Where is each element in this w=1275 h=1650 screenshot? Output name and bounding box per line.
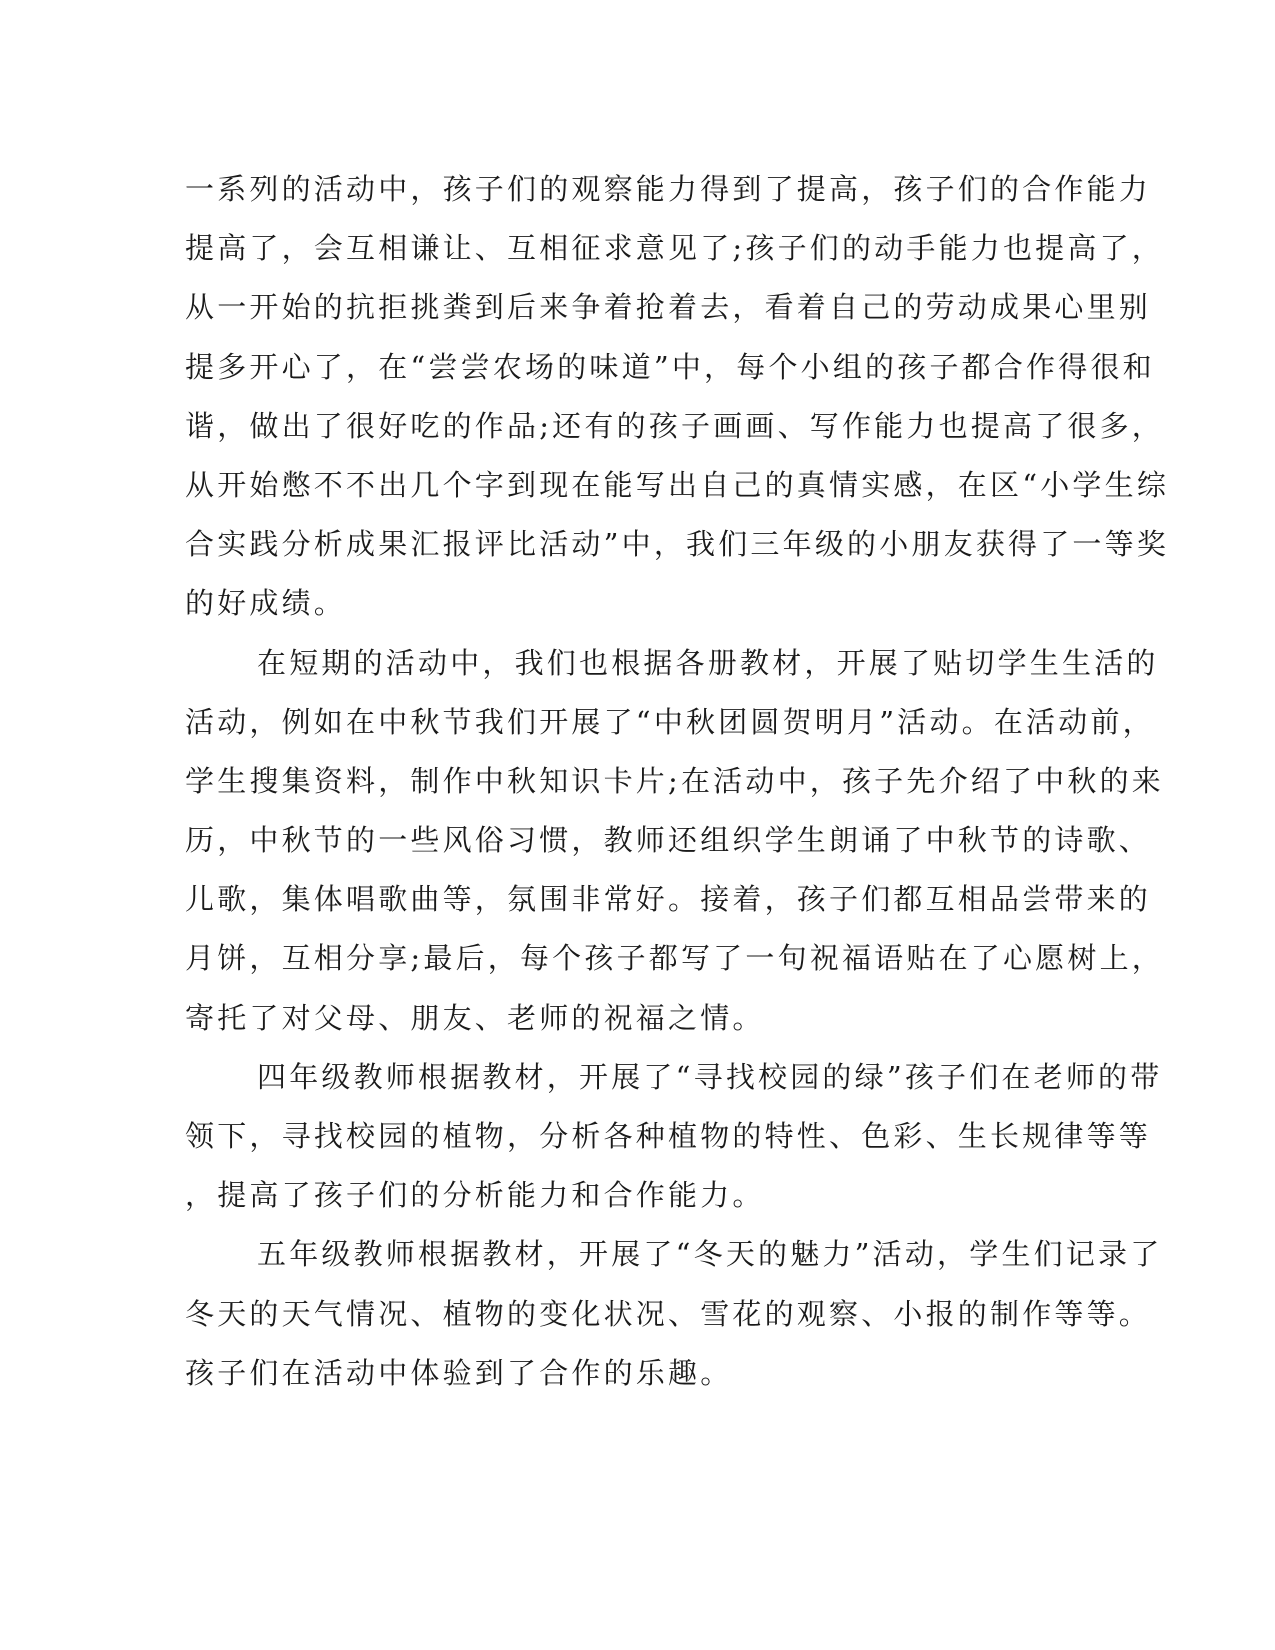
text-line: 提高了，会互相谦让、互相征求意见了;孩子们的动手能力也提高了，	[185, 231, 1164, 266]
text-line: 儿歌，集体唱歌曲等，氛围非常好。接着，孩子们都互相品尝带来的	[185, 882, 1152, 917]
text-line: 领下，寻找校园的植物，分析各种植物的特性、色彩、生长规律等等	[185, 1119, 1152, 1153]
text-line: 合实践分析成果汇报评比活动”中，我们三年级的小朋友获得了一等奖	[185, 527, 1170, 562]
text-line: 从一开始的抗拒挑粪到后来争着抢着去，看着自己的劳动成果心里别	[185, 290, 1152, 325]
text-line: 冬天的天气情况、植物的变化状况、雪花的观察、小报的制作等等。	[185, 1296, 1152, 1331]
paragraph-first-line: 五年级教师根据教材，开展了“冬天的魅力”活动，学生们记录了	[257, 1237, 1163, 1272]
body-text	[185, 160, 1170, 1403]
text-line: 孩子们在活动中体验到了合作的乐趣。	[185, 1355, 733, 1390]
text-line: 从开始憋不不出几个字到现在能写出自己的真情实感，在区“小学生综	[185, 467, 1170, 502]
text-line: 谐，做出了很好吃的作品;还有的孩子画画、写作能力也提高了很多，	[185, 408, 1164, 443]
text-line: 提多开心了，在“尝尝农场的味道”中，每个小组的孩子都合作得很和	[185, 349, 1155, 384]
text-line: 寄托了对父母、朋友、老师的祝福之情。	[185, 1000, 765, 1035]
text-line: 活动，例如在中秋节我们开展了“中秋团圆贺明月”活动。在活动前，	[185, 704, 1155, 739]
text-line: 学生搜集资料，制作中秋知识卡片;在活动中，孩子先介绍了中秋的来	[185, 763, 1164, 798]
text-line: 一系列的活动中，孩子们的观察能力得到了提高，孩子们的合作能力	[185, 172, 1152, 206]
paragraph-first-line: 四年级教师根据教材，开展了“寻找校园的绿”孩子们在老师的带	[257, 1059, 1163, 1094]
text-line: 的好成绩。	[185, 586, 347, 621]
text-line: ，提高了孩子们的分析能力和合作能力。	[185, 1178, 765, 1213]
text-line: 月饼，互相分享;最后，每个孩子都写了一句祝福语贴在了心愿树上，	[185, 941, 1164, 976]
paragraph-first-line: 在短期的活动中，我们也根据各册教材，开展了贴切学生生活的	[257, 645, 1159, 680]
text-line: 历，中秋节的一些风俗习惯，教师还组织学生朗诵了中秋节的诗歌、	[185, 823, 1152, 858]
